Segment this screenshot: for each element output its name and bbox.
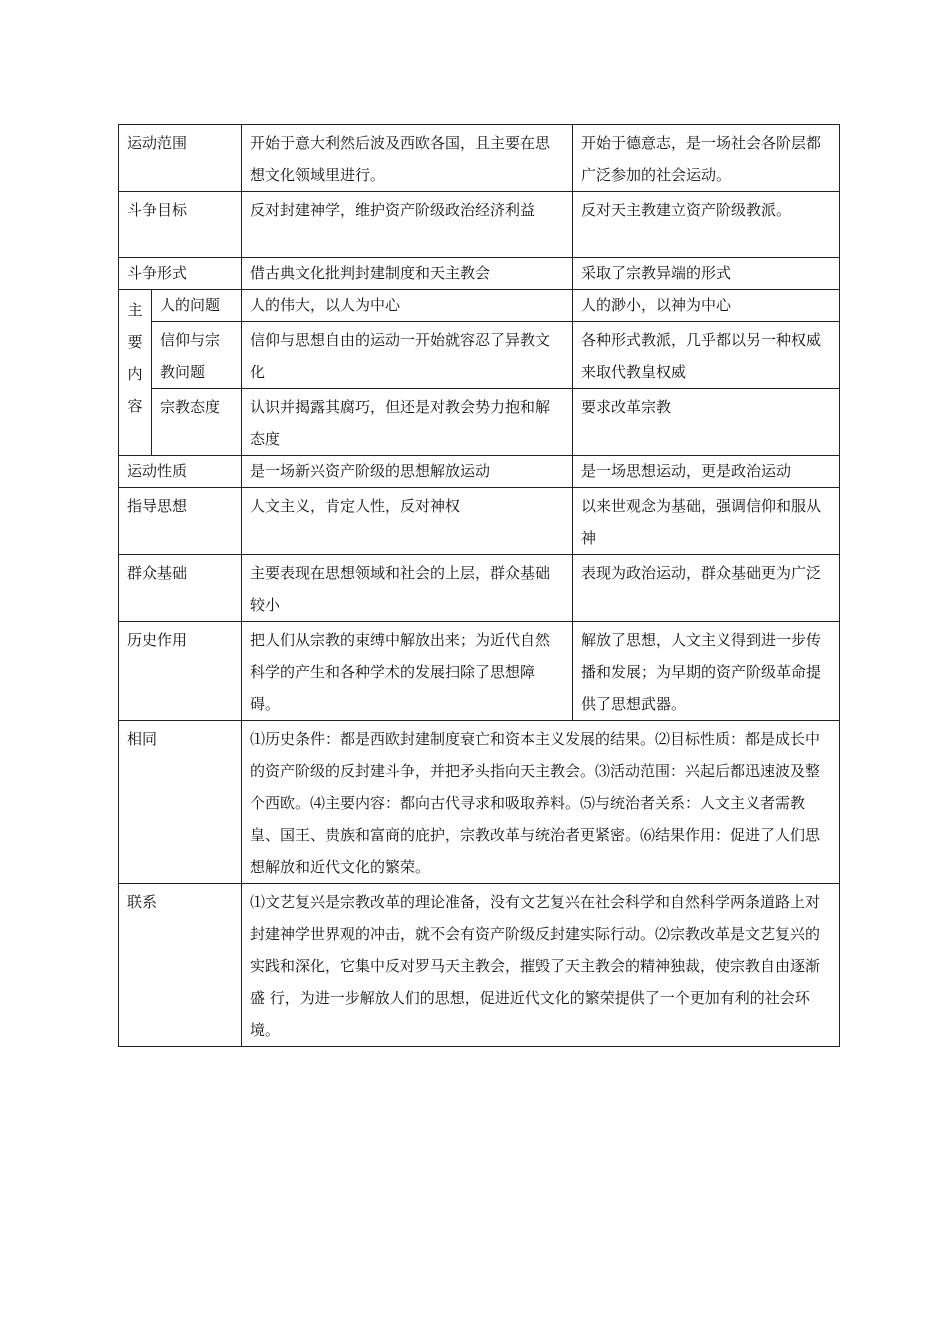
table-row [119,322,840,389]
renaissance-cell: 是一场新兴资产阶级的思想解放运动 [242,456,573,488]
table-row [119,125,840,192]
table-row [119,555,840,622]
reformation-cell: 开始于德意志，是一场社会各阶层都广泛参加的社会运动。 [573,125,840,192]
table-row [119,456,840,488]
row-label: 相同 [119,721,242,884]
row-label: 指导思想 [119,488,242,555]
row-label: 联系 [119,884,242,1047]
table-row [119,884,840,1047]
renaissance-cell: 认识并揭露其腐巧，但还是对教会势力抱和解态度 [242,389,573,456]
sub-row-label: 人的问题 [152,290,242,322]
row-label: 斗争形式 [119,258,242,290]
renaissance-cell: 信仰与思想自由的运动一开始就容忍了异教文化 [242,322,573,389]
row-label: 运动性质 [119,456,242,488]
connections-cell: ⑴文艺复兴是宗教改革的理论准备，没有文艺复兴在社会科学和自然科学两条道路上对封建神学世界观的冲击，就不会有资产阶级反封建实际行动。⑵宗教改革是文艺复兴的实践和深化，它集中反对罗马天主教会，摧毁了天主教会的精神独裁，使宗教自由逐渐盛 行，为进一步解放人们的思想，促进近代文化的繁荣提供了一个更加有利的社会环境。 [242,884,840,1047]
comparison-table [118,124,840,1047]
reformation-cell: 要求改革宗教 [573,389,840,456]
table-row [119,389,840,456]
table-row [119,622,840,721]
row-label: 运动范围 [119,125,242,192]
table-row [119,488,840,555]
renaissance-cell: 把人们从宗教的束缚中解放出来；为近代自然科学的产生和各种学术的发展扫除了思想障碍。 [242,622,573,721]
renaissance-cell: 开始于意大利然后波及西欧各国，且主要在思想文化领域里进行。 [242,125,573,192]
renaissance-cell: 主要表现在思想领域和社会的上层，群众基础较小 [242,555,573,622]
table-row [119,721,840,884]
row-label: 历史作用 [119,622,242,721]
reformation-cell: 各种形式教派，几乎都以另一种权威来取代教皇权威 [573,322,840,389]
table-row [119,290,840,322]
renaissance-cell: 反对封建神学，维护资产阶级政治经济利益 [242,192,573,258]
renaissance-cell: 人文主义，肯定人性，反对神权 [242,488,573,555]
reformation-cell: 采取了宗教异端的形式 [573,258,840,290]
row-label: 斗争目标 [119,192,242,258]
renaissance-cell: 人的伟大，以人为中心 [242,290,573,322]
reformation-cell: 表现为政治运动，群众基础更为广泛 [573,555,840,622]
sub-row-label: 信仰与宗教问题 [152,322,242,389]
reformation-cell: 是一场思想运动，更是政治运动 [573,456,840,488]
main-content-group-label: 主 要 内 容 [119,290,152,456]
row-label: 群众基础 [119,555,242,622]
similarities-cell: ⑴历史条件：都是西欧封建制度衰亡和资本主义发展的结果。⑵目标性质：都是成长中的资产阶级的反封建斗争，并把矛头指向天主教会。⑶活动范围：兴起后都迅速波及整个西欧。⑷主要内容：都向古代寻求和吸取养料。⑸与统治者关系：人文主义者需教皇、国王、贵族和富商的庇护，宗教改革与统治者更紧密。⑹结果作用：促进了人们思想解放和近代文化的繁荣。 [242,721,840,884]
renaissance-cell: 借古典文化批判封建制度和天主教会 [242,258,573,290]
table-row [119,192,840,258]
sub-row-label: 宗教态度 [152,389,242,456]
reformation-cell: 人的渺小，以神为中心 [573,290,840,322]
reformation-cell: 反对天主教建立资产阶级教派。 [573,192,840,258]
reformation-cell: 解放了思想，人文主义得到进一步传播和发展；为早期的资产阶级革命提供了思想武器。 [573,622,840,721]
table-row [119,258,840,290]
reformation-cell: 以来世观念为基础，强调信仰和服从神 [573,488,840,555]
